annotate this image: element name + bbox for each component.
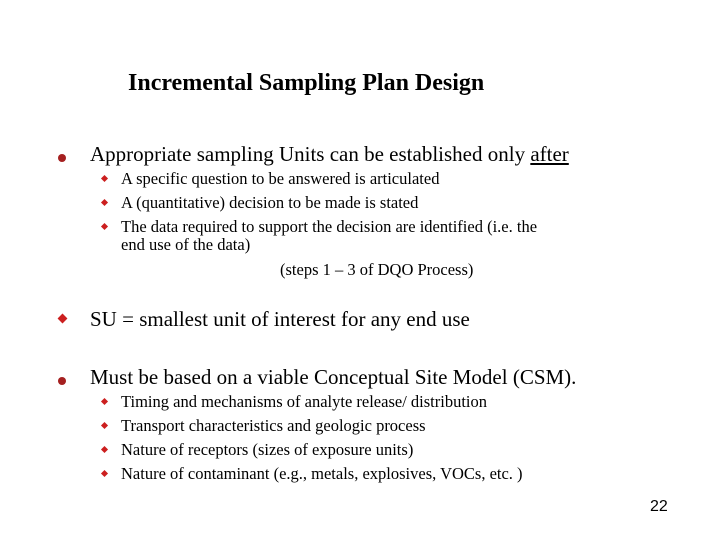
page-number: 22 [650,498,668,515]
slide-title: Incremental Sampling Plan Design [128,70,485,96]
bullet-1-sub-2: A (quantitative) decision to be made is stated [121,193,419,212]
bullet-1 [90,142,569,166]
bullet-1-emphasis: after [530,142,569,166]
diamond-bullet-icon [101,398,108,405]
bullet-1-note: (steps 1 – 3 of DQO Process) [280,260,474,279]
bullet-1-sub-3: The data required to support the decision are identified (i.e. the [121,217,538,236]
diamond-bullet-icon [101,223,108,230]
diamond-bullet-icon [101,446,108,453]
circle-bullet-icon [58,377,66,385]
bullet-1-sub-1: A specific question to be answered is articulated [121,169,440,188]
diamond-bullet-icon [101,199,108,206]
bullet-1-text: Appropriate sampling Units can be established only [90,142,531,166]
diamond-bullet-icon [58,314,68,324]
bullet-3-sub-3: Nature of receptors (sizes of exposure units) [121,440,414,459]
bullet-3-sub-1: Timing and mechanisms of analyte release/ distribution [121,392,487,411]
bullet-3-sub-4: Nature of contaminant (e.g., metals, explosives, VOCs, etc. ) [121,464,523,483]
diamond-bullet-icon [101,175,108,182]
bullet-3-sub-2: Transport characteristics and geologic process [121,416,426,435]
diamond-bullet-icon [101,470,108,477]
diamond-bullet-icon [101,422,108,429]
bullet-3: Must be based on a viable Conceptual Site Model (CSM). [90,365,577,389]
bullet-1-sub-3-cont: end use of the data) [121,235,251,254]
circle-bullet-icon [58,154,66,162]
bullet-2: SU = smallest unit of interest for any end use [90,307,470,331]
